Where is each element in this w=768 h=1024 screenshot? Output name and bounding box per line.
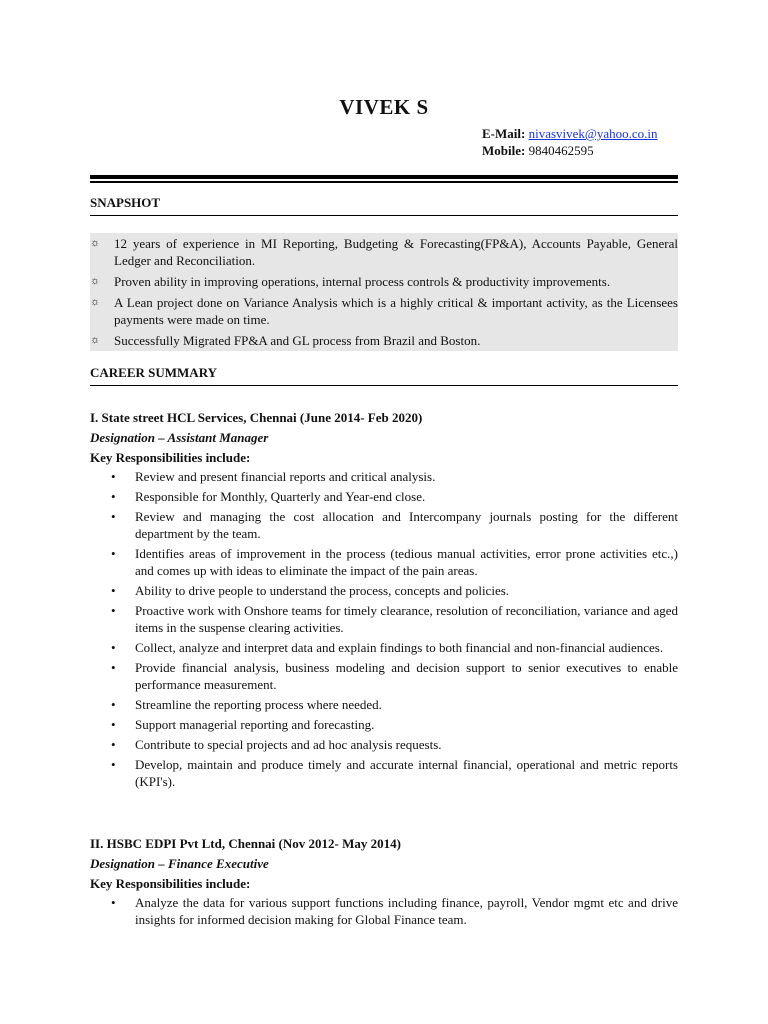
list-item	[90, 508, 678, 542]
list-item-text: Develop, maintain and produce timely and accurate internal financial, operational and metric reports (KPI's).	[135, 757, 678, 789]
round-bullet-icon: •	[111, 603, 116, 618]
list-item	[90, 602, 678, 636]
list-item-text: Proactive work with Onshore teams for timely clearance, resolution of reconciliation, variance and aged items in the suspense clearing activities.	[135, 603, 678, 635]
ornament-bullet-icon: ☼	[90, 296, 101, 308]
round-bullet-icon: •	[111, 546, 116, 561]
snapshot-item	[90, 294, 678, 328]
list-item	[90, 639, 678, 656]
round-bullet-icon: •	[111, 757, 116, 772]
list-item	[90, 488, 678, 505]
job-title: II. HSBC EDPI Pvt Ltd, Chennai (Nov 2012- May 2014)	[90, 836, 401, 851]
candidate-name: VIVEK S	[339, 95, 429, 119]
snapshot-item-text: Proven ability in improving operations, internal process controls & productivity improvements.	[114, 274, 611, 289]
list-item	[90, 756, 678, 790]
list-item-text: Contribute to special projects and ad hoc analysis requests.	[135, 737, 442, 752]
contact-block	[482, 125, 658, 159]
career-summary-heading: CAREER SUMMARY	[90, 365, 678, 386]
round-bullet-icon: •	[111, 717, 116, 732]
list-item-text: Review and present financial reports and critical analysis.	[135, 469, 436, 484]
snapshot-item	[90, 332, 678, 349]
ornament-bullet-icon: ☼	[90, 334, 101, 346]
list-item	[90, 894, 678, 928]
round-bullet-icon: •	[111, 640, 116, 655]
ornament-bullet-icon: ☼	[90, 237, 101, 249]
mobile-line	[482, 142, 658, 159]
list-item-text: Provide financial analysis, business modeling and decision support to senior executives to enable performance measurement.	[135, 660, 678, 692]
list-item	[90, 696, 678, 713]
job-entry-1	[90, 408, 678, 793]
job-title: I. State street HCL Services, Chennai (June 2014- Feb 2020)	[90, 410, 423, 425]
list-item	[90, 716, 678, 733]
email-label: E-Mail:	[482, 126, 526, 141]
round-bullet-icon: •	[111, 509, 116, 524]
list-item	[90, 659, 678, 693]
header-divider-thick	[90, 175, 678, 179]
snapshot-item-text: 12 years of experience in MI Reporting, Budgeting & Forecasting(FP&A), Accounts Payable, General Ledger and Reconciliation.	[114, 236, 678, 268]
snapshot-item	[90, 235, 678, 269]
job-entry-2	[90, 834, 678, 931]
snapshot-heading: SNAPSHOT	[90, 195, 678, 216]
list-item-text: Streamline the reporting process where needed.	[135, 697, 382, 712]
job-designation: Designation – Assistant Manager	[90, 430, 269, 445]
list-item-text: Review and managing the cost allocation and Intercompany journals posting for the different department by the team.	[135, 509, 678, 541]
snapshot-item-text: Successfully Migrated FP&A and GL process from Brazil and Boston.	[114, 333, 481, 348]
list-item	[90, 582, 678, 599]
list-item-text: Identifies areas of improvement in the process (tedious manual activities, error prone activities etc.,) and comes up with ideas to eliminate the impact of the pain areas.	[135, 546, 678, 578]
responsibilities-label: Key Responsibilities include:	[90, 450, 251, 465]
ornament-bullet-icon: ☼	[90, 275, 101, 287]
round-bullet-icon: •	[111, 469, 116, 484]
list-item	[90, 468, 678, 485]
header-divider-thin	[90, 181, 678, 183]
list-item	[90, 545, 678, 579]
snapshot-item	[90, 273, 678, 290]
email-link[interactable]: nivasvivek@yahoo.co.in	[528, 126, 658, 141]
round-bullet-icon: •	[111, 737, 116, 752]
email-line	[482, 125, 658, 142]
snapshot-item-text: A Lean project done on Variance Analysis which is a highly critical & important activity, as the Licensees payments were made on time.	[114, 295, 678, 327]
list-item-text: Support managerial reporting and forecasting.	[135, 717, 375, 732]
round-bullet-icon: •	[111, 583, 116, 598]
round-bullet-icon: •	[111, 489, 116, 504]
snapshot-list	[90, 233, 678, 351]
responsibilities-list	[90, 894, 678, 928]
list-item-text: Analyze the data for various support functions including finance, payroll, Vendor mgmt etc and drive insights for informed decision making for Global Finance team.	[135, 895, 678, 927]
mobile-number: 9840462595	[528, 143, 594, 158]
list-item-text: Responsible for Monthly, Quarterly and Year-end close.	[135, 489, 426, 504]
round-bullet-icon: •	[111, 895, 116, 910]
responsibilities-list	[90, 468, 678, 790]
mobile-label: Mobile:	[482, 143, 526, 158]
responsibilities-label: Key Responsibilities include:	[90, 876, 251, 891]
round-bullet-icon: •	[111, 697, 116, 712]
list-item-text: Collect, analyze and interpret data and explain findings to both financial and non-financial audiences.	[135, 640, 664, 655]
job-designation: Designation – Finance Executive	[90, 856, 269, 871]
round-bullet-icon: •	[111, 660, 116, 675]
list-item	[90, 736, 678, 753]
list-item-text: Ability to drive people to understand the process, concepts and policies.	[135, 583, 510, 598]
